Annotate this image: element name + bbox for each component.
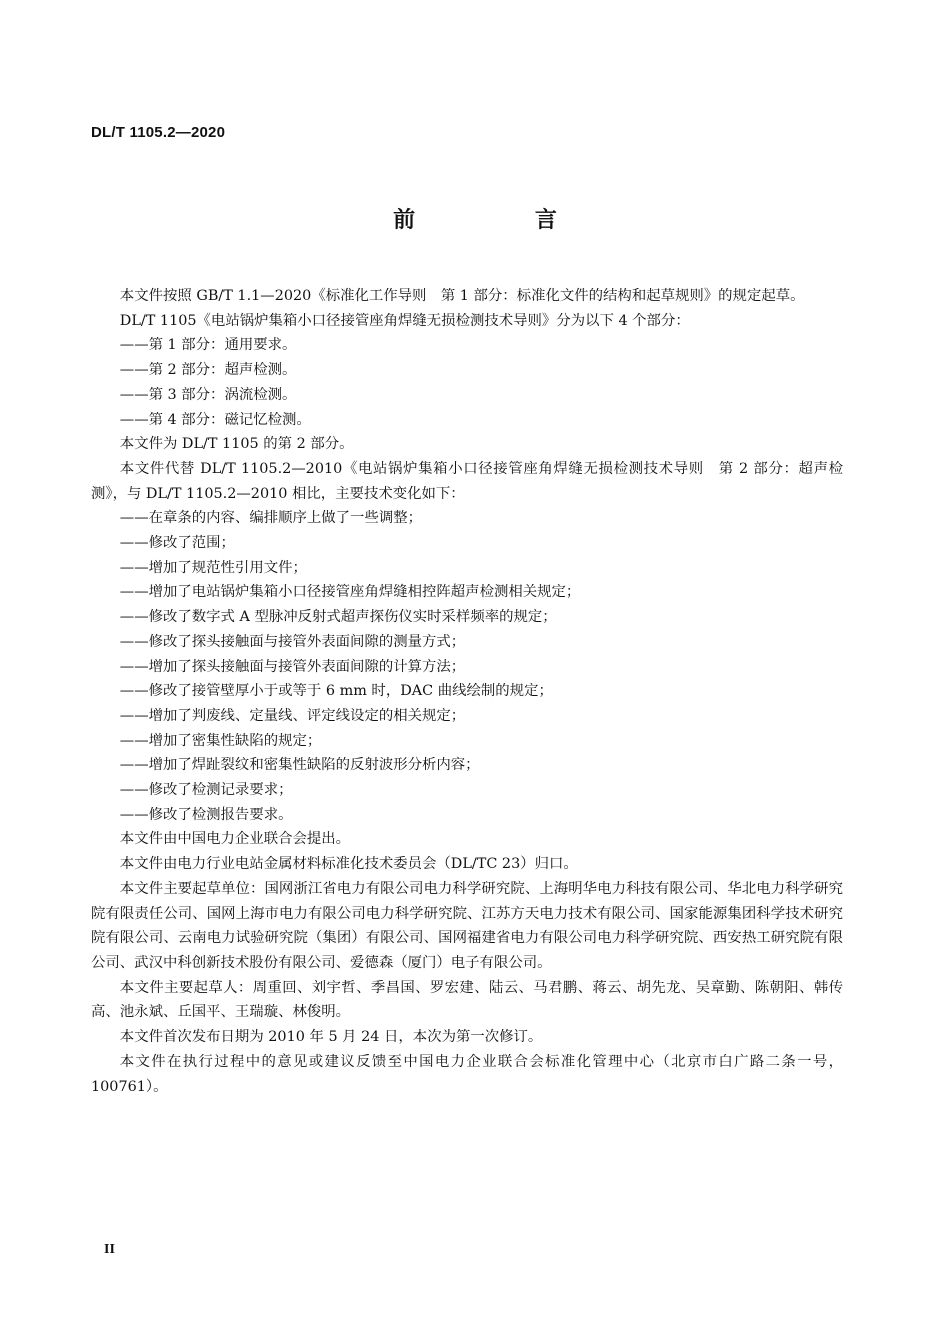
page-title: 前 言 (393, 208, 613, 233)
preface-body (91, 284, 843, 1099)
paragraph: 本文件代替 DL/T 1105.2—2010《电站锅炉集箱小口径接管座角焊缝无损检测技术导则 第 2 部分：超声检测》，与 DL/T 1105.2—2010 相比，主要技术变化如下： (91, 460, 843, 502)
paragraph: 本文件在执行过程中的意见或建议反馈至中国电力企业联合会标准化管理中心（北京市白广路二条一号，100761）。 (91, 1053, 843, 1095)
paragraph: 本文件主要起草人：周重回、刘宇哲、季昌国、罗宏建、陆云、马君鹏、蒋云、胡先龙、吴章勤、陈朝阳、韩传高、池永斌、丘国平、王瑞璇、林俊明。 (91, 979, 843, 1021)
paragraph: 本文件由中国电力企业联合会提出。 (119, 831, 351, 848)
list-item: ——修改了检测记录要求； (119, 782, 293, 799)
paragraph: DL/T 1105《电站锅炉集箱小口径接管座角焊缝无损检测技术导则》分为以下 4 个部分： (119, 312, 690, 329)
paragraph: 本文件为 DL/T 1105 的第 2 部分。 (119, 436, 354, 453)
list-item: ——修改了接管壁厚小于或等于 6 mm 时，DAC 曲线绘制的规定； (119, 683, 553, 700)
paragraph: 本文件按照 GB/T 1.1—2020《标准化工作导则 第 1 部分：标准化文件的结构和起草规则》的规定起草。 (119, 288, 805, 304)
list-item: ——在章条的内容、编排顺序上做了一些调整； (119, 510, 423, 527)
list-item: ——增加了电站锅炉集箱小口径接管座角焊缝相控阵超声检测相关规定； (119, 584, 581, 601)
paragraph: 本文件由电力行业电站金属材料标准化技术委员会（DL/TC 23）归口。 (119, 856, 578, 873)
list-item: ——第 2 部分：超声检测。 (119, 362, 297, 379)
list-item: ——修改了检测报告要求。 (119, 806, 293, 823)
standard-code: DL/T 1105.2—2020 (91, 124, 226, 141)
list-item: ——修改了探头接触面与接管外表面间隙的测量方式； (119, 633, 466, 650)
list-item: ——修改了范围； (119, 535, 235, 552)
list-item: ——增加了判废线、定量线、评定线设定的相关规定； (119, 707, 466, 724)
list-item: ——增加了密集性缺陷的规定； (119, 732, 322, 749)
page-number: II (104, 1242, 115, 1257)
list-item: ——第 1 部分：通用要求。 (119, 337, 297, 354)
list-item: ——增加了探头接触面与接管外表面间隙的计算方法； (119, 658, 466, 675)
list-item: ——增加了焊趾裂纹和密集性缺陷的反射波形分析内容； (119, 757, 480, 774)
list-item: ——修改了数字式 A 型脉冲反射式超声探伤仪实时采样频率的规定； (119, 609, 557, 626)
paragraph: 本文件主要起草单位：国网浙江省电力有限公司电力科学研究院、上海明华电力科技有限公司、华北电力科学研究院有限责任公司、国网上海市电力有限公司电力科学研究院、江苏方天电力技术有限公司、国家能源集团科学技术研究院有限公司、云南电力试验研究院（集团）有限公司、国网福建省电力有限公司电力科学研究院、西安热工研究院有限公司、武汉中科创新技术股份有限公司、爱德森（厦门）电子有限公司。 (91, 880, 843, 971)
list-item: ——第 3 部分：涡流检测。 (119, 386, 297, 403)
paragraph: 本文件首次发布日期为 2010 年 5 月 24 日，本次为第一次修订。 (119, 1029, 543, 1046)
list-item: ——增加了规范性引用文件； (119, 559, 307, 576)
list-item: ——第 4 部分：磁记忆检测。 (119, 411, 311, 428)
